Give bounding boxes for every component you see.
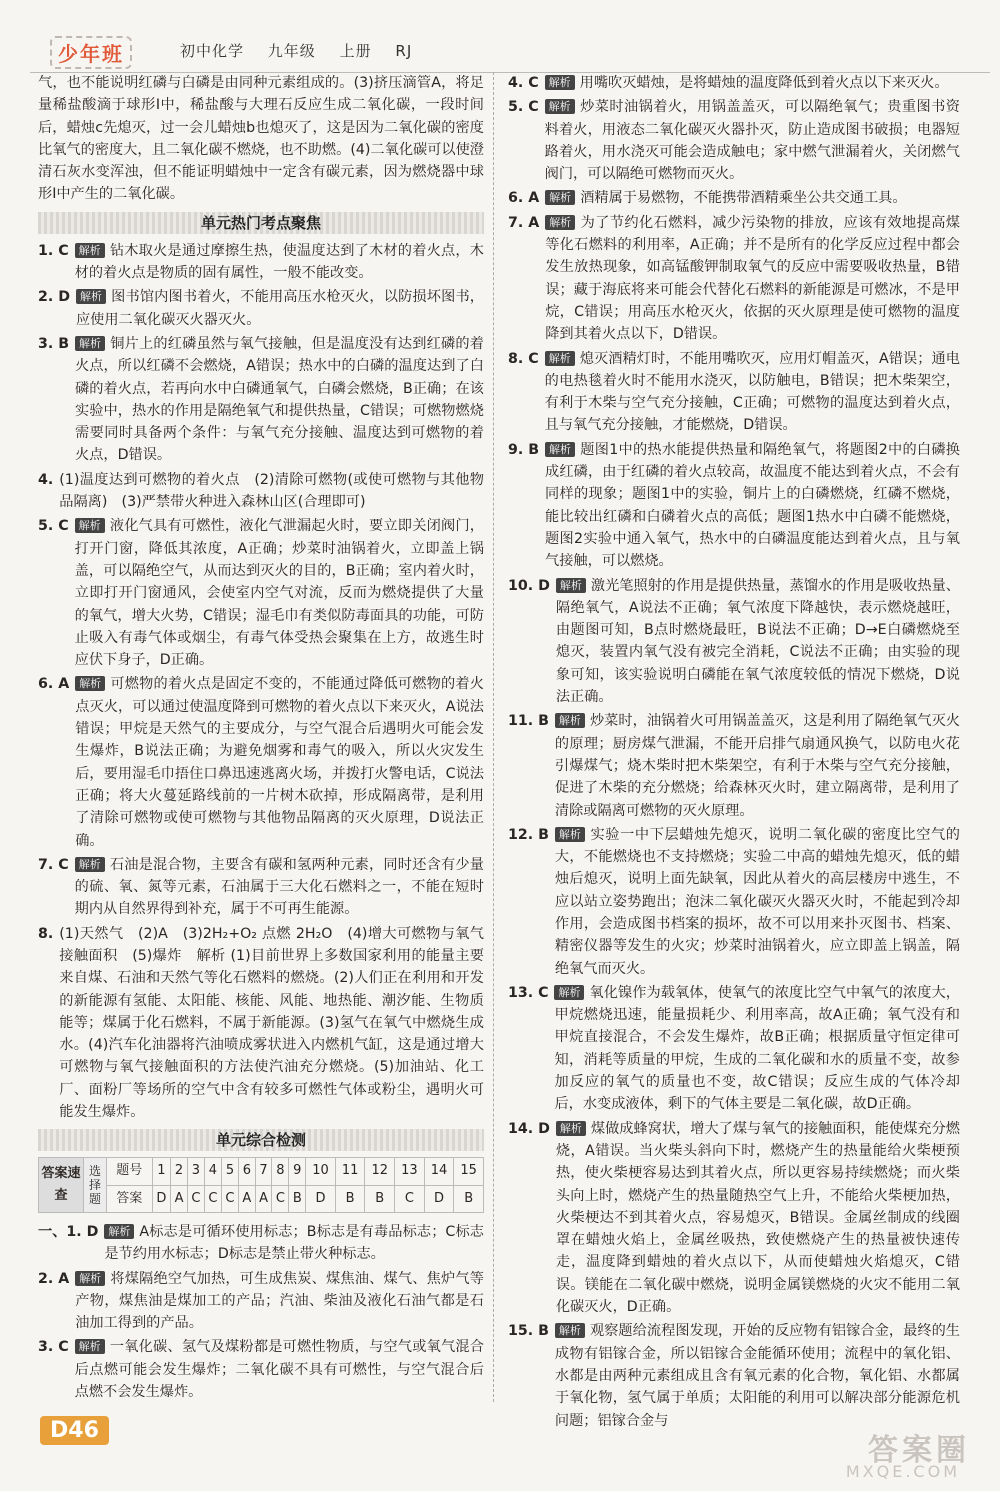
answer-number: 7. C xyxy=(38,856,69,873)
quick-question-number: 8 xyxy=(272,1158,289,1185)
answer-item xyxy=(508,348,960,437)
answer-number: 5. C xyxy=(508,99,539,116)
answer-item xyxy=(38,333,484,467)
quick-answer: C xyxy=(395,1185,425,1212)
answer-text-wrap xyxy=(556,575,960,709)
test-answers-list-left xyxy=(38,1221,484,1403)
answer-item xyxy=(508,710,960,821)
answer-text: 铜片上的红磷虽然与氧气接触，但是温度没有达到红磷的着火点，所以红磷不会燃烧，A错误；热水中的白磷的温度达到了白磷的着火点，若再向水中白磷通氧气，白磷会燃烧，B正确；在该实验中，热水的作用是隔绝氧气和提供热量，C错误；可燃物燃烧需要同时具备两个条件：与氧气充分接触、温度达到可燃物的着火点，D错误。 xyxy=(75,335,484,464)
answer-text: 观察题给流程图发现，开始的反应物有铝镓合金，最终的生成物有铝镓合金，所以铝镓合金能循环使用；流程中的氧化铝、水都是由两种元素组成且含有氧元素的化合物，氧化铝、水都属于氧化物，氢气属于单质；太阳能的利用可以解决部分能源危机问题；铝镓合金与 xyxy=(554,1323,960,1429)
answer-item xyxy=(508,982,960,1116)
analysis-tag: 解析 xyxy=(545,190,575,205)
answer-text: 可燃物的着火点是固定不变的，不能通过降低可燃物的着火点灭火，可以通过使温度降到可燃物的着火点以下来灭火，A说法错误；甲烷是天然气的主要成分，与空气混合后遇明火可能会发生爆炸，B说法正确；为避免烟雾和毒气的吸入，所以火灾发生后，要用湿毛巾捂住口鼻迅速逃离火场，并拨打火警电话，C说法正确；将大火蔓延路线前的一片树木砍掉，形成隔离带，是利用了清除可燃物或使可燃物与其他物品隔离的灭火原理，D说法正确。 xyxy=(75,676,484,849)
answer-number: 3. B xyxy=(38,335,70,352)
answer-text: 石油是混合物，主要含有碳和氢两种元素，同时还含有少量的硫、氧、氮等元素，石油属于三大化石燃料之一，不能在短时期内从自然界得到补充，属于不可再生能源。 xyxy=(74,856,484,918)
quick-question-number: 11 xyxy=(335,1158,365,1185)
quick-question-number: 10 xyxy=(306,1158,336,1185)
page-header xyxy=(30,28,990,68)
answer-text-wrap xyxy=(76,286,484,331)
quick-row1-label: 题号 xyxy=(107,1158,153,1185)
answer-text-wrap xyxy=(75,1336,484,1403)
answer-text-wrap xyxy=(75,854,484,921)
answer-text: 钻木取火是通过摩擦生热，使温度达到了木材的着火点，木材的着火点是物质的固有属性，一般不能改变。 xyxy=(74,242,484,282)
answer-text: A标志是可循环使用标志；B标志是有毒品标志；C标志是节约用水标志；D标志是禁止带火种标志。 xyxy=(104,1223,484,1263)
answer-text: 一氧化碳、氢气及煤粉都是可燃性物质，与空气或氧气混合后点燃可能会发生爆炸；二氧化碳不具有可燃性，与空气混合后点燃不会发生爆炸。 xyxy=(74,1339,484,1401)
answer-number: 一、1. D xyxy=(38,1223,99,1240)
answer-text-wrap xyxy=(545,439,960,573)
column-divider xyxy=(493,72,494,1402)
answer-text: 煤做成蜂窝状，增大了煤与氧气的接触面积，能使煤充分燃烧，A错误。当火柴头斜向下时，燃烧产生的热量能给火柴梗预热，使火柴梗容易达到其着火点，所以更容易持续燃烧；而火柴头向上时，燃烧产生的热量随热空气上升，不能给火柴梗加热，火柴梗达不到其着火点，容易熄灭，B错误。金属丝制成的线圈罩在蜡烛火焰上，金属丝吸热，致使燃烧产生的热量被快速传走，温度降到蜡烛的着火点以下，从而使蜡烛火焰熄灭，C错误。镁能在二氧化碳中燃烧，说明金属镁燃烧的火灾不能用二氧化碳灭火，D正确。 xyxy=(555,1120,960,1316)
analysis-tag: 解析 xyxy=(555,713,585,728)
quick-answer: C xyxy=(187,1185,204,1212)
header-title xyxy=(180,40,430,61)
right-column xyxy=(508,72,960,1434)
answer-item xyxy=(38,923,484,1124)
quick-answer: B xyxy=(289,1185,306,1212)
answer-text: 液化气具有可燃性，液化气泄漏起火时，要立即关闭阀门，打开门窗，降低其浓度，A正确；炒菜时油锅着火，立即盖上锅盖，可以隔绝空气，从而达到灭火的目的，B正确；室内着火时，立即打开门窗通风，会使室内空气对流，反而为燃烧提供了大量的氧气，增大火势，C错误；湿毛巾有类似防毒面具的功能，可防止吸入有毒气体或烟尘，有毒气体受热会聚集在上方，故逃生时应伏下身子，D正确。 xyxy=(74,518,484,669)
answer-item xyxy=(38,286,484,331)
answer-item xyxy=(38,1268,484,1335)
answer-text: 题图1中的热水能提供热量和隔绝氧气，将题图2中的白磷换成红磷，由于红磷的着火点较高，故温度不能达到着火点，不会有同样的现象；题图1中的实验，铜片上的白磷燃烧，红磷不燃烧，能比较出红磷和白磷着火点的高低；题图1热水中白磷不能燃烧，题图2实验中通入氧气，热水中的白磷温度能达到着火点，且与氧气接触，可以燃烧。 xyxy=(545,441,960,570)
answer-text-wrap xyxy=(545,72,960,94)
answer-item xyxy=(38,1336,484,1403)
quick-question-number: 6 xyxy=(238,1158,255,1185)
answer-text: 炒菜时，油锅着火可用锅盖盖灭，这是利用了隔绝氧气灭火的原理；厨房煤气泄漏，不能开启排气扇通风换气，以防电火花引爆煤气；烧木柴时把木柴架空，有利于木柴与空气充分接触，促进了木柴的充分燃烧；给森林灭火时，建立隔离带，是利用了清除或隔离可燃物的灭火原理。 xyxy=(554,713,960,819)
answer-item xyxy=(38,469,484,514)
quick-answer: D xyxy=(152,1185,171,1212)
quick-answer: C xyxy=(272,1185,289,1212)
test-answers-list-right xyxy=(508,72,960,1432)
answer-number: 6. A xyxy=(508,190,540,207)
quick-question-number: 5 xyxy=(221,1158,238,1185)
answer-number: 7. A xyxy=(508,214,540,231)
analysis-tag: 解析 xyxy=(75,243,105,258)
answer-number: 1. C xyxy=(38,242,69,259)
answer-item xyxy=(508,72,960,94)
quick-sub-label: 选择题 xyxy=(84,1158,107,1213)
answer-number: 6. A xyxy=(38,676,70,693)
quick-question-number: 15 xyxy=(454,1158,484,1185)
logo: 少年班 xyxy=(50,36,132,69)
analysis-tag: 解析 xyxy=(555,827,585,842)
analysis-tag: 解析 xyxy=(75,518,105,533)
answer-item xyxy=(508,575,960,709)
answer-number: 14. D xyxy=(508,1120,550,1137)
answer-text-wrap xyxy=(59,923,484,1124)
answer-text: 酒精属于易燃物，不能携带酒精乘坐公共交通工具。 xyxy=(580,190,907,207)
answer-text-wrap xyxy=(545,96,960,185)
answer-item xyxy=(508,824,960,980)
answer-text: 图书馆内图书着火，不能用高压水枪灭火，以防损坏图书，应使用二氧化碳灭火器灭火。 xyxy=(75,289,484,328)
answer-number: 2. A xyxy=(38,1270,70,1287)
quick-question-number: 2 xyxy=(171,1158,188,1185)
answer-item xyxy=(508,187,960,209)
answer-item xyxy=(508,1320,960,1431)
answer-item xyxy=(38,854,484,921)
analysis-tag: 解析 xyxy=(545,351,575,366)
watermark-brand: 答案圈 xyxy=(868,1433,970,1468)
answer-text-wrap xyxy=(59,469,484,514)
quick-answer: B xyxy=(365,1185,395,1212)
answer-text-wrap xyxy=(545,212,960,346)
answer-item xyxy=(508,1118,960,1319)
answer-text-wrap xyxy=(545,348,960,437)
answer-item xyxy=(508,212,960,346)
analysis-tag: 解析 xyxy=(555,1323,585,1338)
answer-text-wrap xyxy=(545,187,960,209)
answer-text: 实验一中下层蜡烛先熄灭，说明二氧化碳的密度比空气的大，不能燃烧也不支持燃烧；实验二中高的蜡烛先熄灭，低的蜡烛后熄灭，说明上面先缺氧，因此从着火的高层楼房中逃生，不应以站立姿势跑出；泡沫二氧化碳灭火器灭火时，不能起到冷却作用，会造成图书档案的损坏，故不可以用来扑灭图书、档案、精密仪器等发生的火灾；炒菜时油锅着火，应立即盖上锅盖，隔绝氧气而灭火。 xyxy=(554,826,960,977)
quick-answer: C xyxy=(221,1185,238,1212)
quick-answer: B xyxy=(335,1185,365,1212)
analysis-tag: 解析 xyxy=(75,676,105,691)
answer-text-wrap xyxy=(75,333,484,467)
quick-label: 答案速查 xyxy=(39,1158,84,1213)
analysis-tag: 解析 xyxy=(75,857,105,872)
answer-text: (1)温度达到可燃物的着火点 (2)清除可燃物(或使可燃物与其他物品隔离) (3)严禁带火种进入森林山区(合理即可) xyxy=(59,471,484,511)
intro-paragraph: 气，也不能说明红磷与白磷是由同种元素组成的。(3)挤压滴管A，将足量稀盐酸滴于球形Ⅰ中，稀盐酸与大理石反应生成二氧化碳，一段时间后，蜡烛c先熄灭，过一会儿蜡烛b也熄灭了，这是因为二氧化碳的密度比氧气的密度大，且二氧化碳不燃烧，也不助燃。(4)二氧化碳可以使澄清石灰水变浑浊，但不能证明蜡烛中一定含有碳元素，因为燃烧器中球形Ⅰ中产生的二氧化碳。 xyxy=(38,75,484,203)
analysis-tag: 解析 xyxy=(556,1121,586,1136)
answer-text-wrap xyxy=(555,824,960,980)
answer-text: 激光笔照射的作用是提供热量，蒸馏水的作用是吸收热量、隔绝氧气，A说法不正确；氧气浓度下降越快，表示燃烧越旺，由题图可知，B点时燃烧最旺，B说法不正确；D→E白磷燃烧至熄灭，装置内氧气没有被完全消耗，C说法不正确；由实验的现象可知，该实验说明白磷能在氧气浓度较低的情况下燃烧，D说法正确。 xyxy=(555,577,960,706)
answer-text-wrap xyxy=(75,673,484,851)
analysis-tag: 解析 xyxy=(545,75,575,90)
quick-question-number: 14 xyxy=(424,1158,454,1185)
analysis-tag: 解析 xyxy=(75,1271,105,1286)
answer-number: 3. C xyxy=(38,1339,69,1356)
quick-question-number: 9 xyxy=(289,1158,306,1185)
quick-row2-label: 答案 xyxy=(107,1185,153,1212)
quick-question-number: 4 xyxy=(204,1158,221,1185)
quick-answer: D xyxy=(424,1185,454,1212)
answer-text: 为了节约化石燃料，减少污染物的排放，应该有效地提高煤等化石燃料的利用率，A正确；并不是所有的化学反应过程中都会发生放热现象，如高锰酸钾制取氧气的反应中需要吸收热量，B错误；藏于海底将来可能会代替化石燃料的新能源是可燃冰，不是甲烷，C错误；用高压水枪灭火，依据的灭火原理是使可燃物的温度降到其着火点以下，D错误。 xyxy=(545,214,960,343)
left-column xyxy=(38,72,484,1405)
answer-text-wrap xyxy=(75,240,484,285)
analysis-tag: 解析 xyxy=(75,1339,105,1354)
analysis-tag: 解析 xyxy=(76,289,106,304)
hot-answers-list xyxy=(38,240,484,1124)
answer-number: 2. D xyxy=(38,289,70,306)
answer-text: 将煤隔绝空气加热，可生成焦炭、煤焦油、煤气、焦炉气等产物，煤焦油是煤加工的产品；汽油、柴油及液化石油气都是石油加工得到的产品。 xyxy=(75,1270,484,1332)
analysis-tag: 解析 xyxy=(75,336,105,351)
answer-text-wrap xyxy=(556,1118,960,1319)
quick-answer: A xyxy=(238,1185,255,1212)
header-term: 上册 xyxy=(339,42,372,60)
answer-text-wrap xyxy=(554,982,960,1116)
header-grade: 九年级 xyxy=(267,42,316,60)
analysis-tag: 解析 xyxy=(104,1224,134,1239)
answer-item xyxy=(38,515,484,671)
section-title-hot: 单元热门考点聚焦 xyxy=(38,212,484,234)
answer-item xyxy=(38,1221,484,1266)
answer-text-wrap xyxy=(75,1268,484,1335)
analysis-tag: 解析 xyxy=(545,99,575,114)
quick-question-number: 1 xyxy=(152,1158,171,1185)
quick-answer: C xyxy=(204,1185,221,1212)
quick-question-number: 7 xyxy=(255,1158,272,1185)
analysis-tag: 解析 xyxy=(545,442,575,457)
quick-answer: A xyxy=(171,1185,188,1212)
answer-number: 5. C xyxy=(38,518,69,535)
analysis-tag: 解析 xyxy=(545,215,575,230)
answer-item xyxy=(508,96,960,185)
answer-text: (1)天然气 (2)A (3)2H₂+O₂ 点燃 2H₂O (4)增大可燃物与氧气接触面积 (5)爆炸 解析 (1)目前世界上多数国家利用的能量主要来自煤、石油和天然气等化石燃料的燃烧。(2)人们正在利用和开发的新能源有氢能、太阳能、核能、风能、地热能、潮汐能、生物质能等；煤属于化石燃料，不属于新能源。(3)氢气在氧气中燃烧生成水。(4)汽车化油器将汽油喷成雾状进入内燃机气缸，这是通过增大可燃物与氧气接触面积的方法使汽油充分燃烧。(5)加油站、化工厂、面粉厂等场所的空气中含有较多可燃性气体或粉尘，遇明火可能发生爆炸。 xyxy=(59,925,484,1121)
answer-number: 13. C xyxy=(508,984,549,1001)
analysis-tag: 解析 xyxy=(554,985,584,1000)
answer-text: 熄灭酒精灯时，不能用嘴吹灭，应用灯帽盖灭，A错误；通电的电热毯着火时不能用水浇灭，以防触电，B错误；把木柴架空，有利于木柴与空气充分接触，C正确；可燃物的温度达到着火点，且与氧气充分接触，才能燃烧，D错误。 xyxy=(544,350,960,434)
answer-number: 8. xyxy=(38,925,54,942)
answer-number: 10. D xyxy=(508,577,550,594)
answer-text-wrap xyxy=(555,1320,960,1431)
quick-question-number: 3 xyxy=(187,1158,204,1185)
page-number-label: D46 xyxy=(40,1416,109,1445)
watermark-site: MXQE.COM xyxy=(845,1462,960,1481)
quick-question-number: 13 xyxy=(395,1158,425,1185)
answer-item xyxy=(38,240,484,285)
answer-number: 12. B xyxy=(508,826,549,843)
header-subject: 初中化学 xyxy=(180,42,245,60)
answer-text-wrap xyxy=(75,515,484,671)
answer-text: 用嘴吹灭蜡烛，是将蜡烛的温度降低到着火点以下来灭火。 xyxy=(579,75,949,91)
answer-text-wrap xyxy=(555,710,960,821)
answer-number: 4. xyxy=(38,471,54,488)
answer-item xyxy=(38,673,484,851)
header-edition: RJ xyxy=(395,42,413,60)
answer-text: 氧化镍作为载氧体，使氧气的浓度比空气中氧气的浓度大，甲烷燃烧迅速，能量损耗少、利用率高，故A正确；氧气没有和甲烷直接混合，不会发生爆炸，故B正确；根据质量守恒定律可知，消耗等质量的甲烷，生成的二氧化碳和水的质量不变，故参加反应的氧气的质量也不变，故C错误；反应生成的气体冷却后，水变成液体，剩下的气体主要是二氧化碳，故D正确。 xyxy=(554,984,960,1113)
answer-number: 9. B xyxy=(508,441,540,458)
answer-number: 4. C xyxy=(508,75,539,91)
answer-text: 炒菜时油锅着火，用锅盖盖灭，可以隔绝氧气；贵重图书资料着火，用液态二氧化碳灭火器扑灭，防止造成图书破损；电器短路着火，用水浇灭可能会造成触电；家中燃气泄漏着火，关闭燃气阀门，可以隔绝可燃物而灭火。 xyxy=(544,99,960,183)
quick-question-number: 12 xyxy=(365,1158,395,1185)
answer-item xyxy=(508,439,960,573)
answer-text-wrap xyxy=(104,1221,484,1266)
quick-answer: B xyxy=(454,1185,484,1212)
quick-answer: A xyxy=(255,1185,272,1212)
answer-number: 8. C xyxy=(508,350,539,367)
analysis-tag: 解析 xyxy=(556,578,586,593)
answer-number: 11. B xyxy=(508,713,549,730)
answer-quick-table xyxy=(38,1157,484,1213)
section-title-test: 单元综合检测 xyxy=(38,1129,484,1151)
page-number xyxy=(40,1418,109,1443)
answer-number: 15. B xyxy=(508,1323,549,1340)
quick-answer: D xyxy=(306,1185,336,1212)
